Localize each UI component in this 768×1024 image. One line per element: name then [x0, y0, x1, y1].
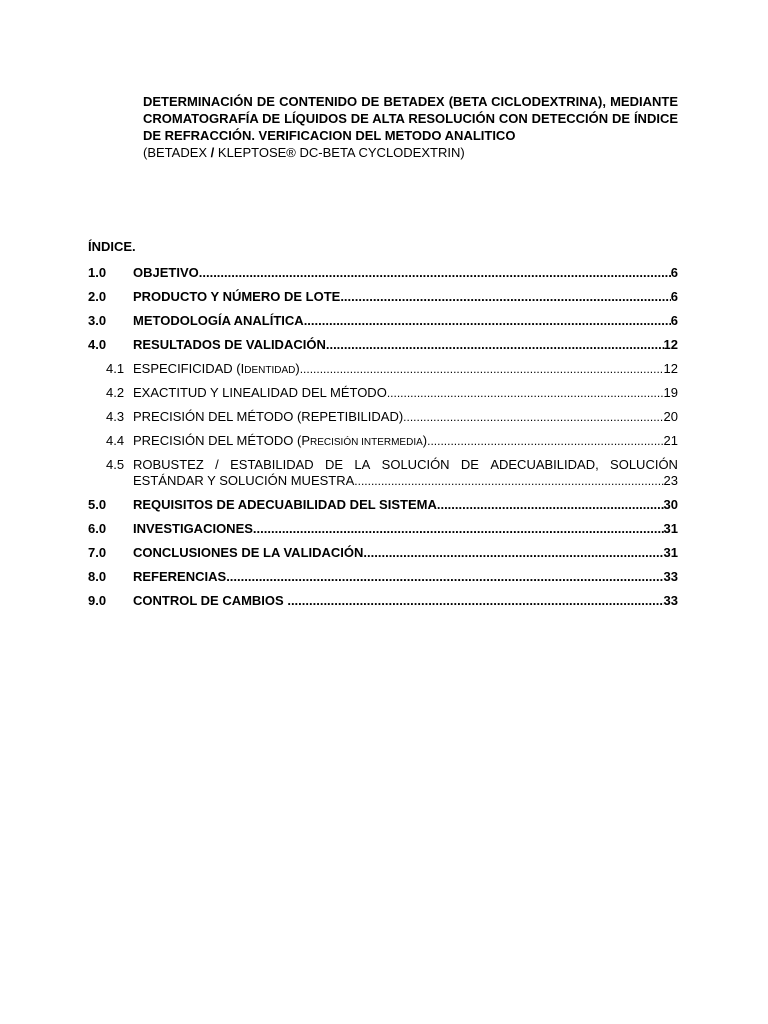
toc-number: 3.0 — [88, 313, 107, 328]
toc-leader-dots — [304, 312, 671, 329]
toc-title-word: DE — [325, 457, 344, 472]
table-of-contents — [88, 264, 678, 616]
toc-title: CONCLUSIONES DE LA VALIDACIÓN — [133, 545, 364, 560]
toc-title-smallcaps-rest: RECISIÓN INTERMEDIA — [309, 437, 423, 448]
toc-leader-dots — [403, 409, 663, 426]
toc-title: INVESTIGACIONES — [133, 521, 253, 536]
toc-leader-dots — [326, 336, 664, 353]
toc-entry-4-0[interactable] — [88, 336, 678, 360]
toc-entry-4-5[interactable] — [88, 456, 678, 496]
toc-title-smallcaps-rest: DENTIDAD — [244, 365, 296, 376]
toc-number: 7.0 — [88, 545, 107, 560]
toc-page-number: 12 — [663, 361, 678, 376]
toc-leader-dots — [300, 361, 664, 378]
toc-entry-5-0[interactable] — [88, 496, 678, 520]
toc-title-part: ESPECIFICIDAD ( — [133, 361, 241, 376]
toc-leader-dots — [199, 264, 671, 281]
toc-title-word: ESTABILIDAD — [230, 457, 314, 472]
toc-leader-dots — [287, 592, 663, 609]
subtitle-part-1: (BETADEX — [143, 145, 211, 160]
toc-title-word: LA — [354, 457, 371, 472]
toc-entry-9-0[interactable] — [88, 592, 678, 616]
toc-page-number: 30 — [663, 497, 678, 512]
document-title-block — [143, 93, 678, 161]
toc-number: 4.2 — [106, 385, 125, 400]
toc-page-number: 23 — [663, 473, 678, 488]
toc-entry-6-0[interactable] — [88, 520, 678, 544]
toc-entry-1-0[interactable] — [88, 264, 678, 288]
toc-title-word: ROBUSTEZ — [133, 457, 204, 472]
toc-entry-4-1[interactable] — [88, 360, 678, 384]
toc-number: 1.0 — [88, 265, 107, 280]
toc-number: 4.4 — [106, 433, 125, 448]
toc-title: EXACTITUD Y LINEALIDAD DEL MÉTODO — [133, 385, 387, 400]
toc-leader-dots — [226, 568, 663, 585]
toc-number: 5.0 — [88, 497, 107, 512]
toc-title-part: ) — [422, 433, 428, 448]
toc-title: PRECISIÓN DEL MÉTODO (REPETIBILIDAD) — [133, 409, 404, 424]
toc-number: 4.0 — [88, 337, 107, 352]
toc-entry-4-2[interactable] — [88, 384, 678, 408]
toc-title: METODOLOGÍA ANALÍTICA — [133, 313, 304, 328]
toc-title: RESULTADOS DE VALIDACIÓN — [133, 337, 326, 352]
toc-entry-7-0[interactable] — [88, 544, 678, 568]
toc-leader-dots — [340, 288, 670, 305]
toc-page-number: 21 — [663, 433, 678, 448]
toc-page-number: 31 — [663, 545, 678, 560]
toc-page-number: 6 — [670, 289, 678, 304]
document-title: DETERMINACIÓN DE CONTENIDO DE BETADEX (BETA CICLODEXTRINA), MEDIANTE CROMATOGRAFÍA DE LÍQUIDOS DE ALTA RESOLUCIÓN CON DETECCIÓN DE ÍNDICE DE REFRACCIÓN. VERIFICACION DEL METODO ANALITICO — [143, 94, 678, 143]
document-subtitle — [143, 144, 678, 161]
toc-title-word: ADECUABILIDAD, — [490, 457, 599, 472]
toc-page-number: 31 — [663, 521, 678, 536]
subtitle-part-2: KLEPTOSE® DC-BETA CYCLODEXTRIN) — [214, 145, 465, 160]
toc-entry-8-0[interactable] — [88, 568, 678, 592]
toc-leader-dots — [427, 433, 663, 450]
toc-number: 4.1 — [106, 361, 125, 376]
toc-entry-4-3[interactable] — [88, 408, 678, 432]
toc-number: 4.3 — [106, 409, 125, 424]
toc-title: REQUISITOS DE ADECUABILIDAD DEL SISTEMA — [133, 497, 437, 512]
toc-title-part: PRECISIÓN DEL MÉTODO ( — [133, 433, 302, 448]
toc-page-number: 6 — [670, 265, 678, 280]
toc-leader-dots — [363, 544, 663, 561]
toc-title-line-2: ESTÁNDAR Y SOLUCIÓN MUESTRA — [133, 473, 355, 488]
toc-title: OBJETIVO — [133, 265, 199, 280]
toc-title — [133, 432, 427, 451]
toc-title-word: DE — [460, 457, 479, 472]
toc-page-number: 6 — [670, 313, 678, 328]
toc-page-number: 33 — [663, 569, 678, 584]
toc-entry-2-0[interactable] — [88, 288, 678, 312]
toc-page-number: 12 — [663, 337, 678, 352]
toc-leader-dots — [354, 474, 663, 489]
toc-title — [133, 360, 300, 379]
toc-entry-3-0[interactable] — [88, 312, 678, 336]
toc-title: REFERENCIAS — [133, 569, 227, 584]
toc-title-smallcaps-initial: P — [301, 433, 310, 448]
toc-number: 8.0 — [88, 569, 107, 584]
toc-title-word: / — [215, 457, 219, 472]
toc-title-word: SOLUCIÓN — [381, 457, 450, 472]
toc-number: 4.5 — [106, 457, 125, 472]
toc-leader-dots — [253, 520, 664, 537]
subtitle-slash: / — [210, 145, 215, 160]
toc-number: 9.0 — [88, 593, 107, 608]
toc-leader-dots — [437, 496, 664, 513]
toc-title-part: ) — [295, 361, 300, 376]
toc-entry-4-4[interactable] — [88, 432, 678, 456]
toc-title-smallcaps-initial: I — [240, 361, 245, 376]
toc-title-line-1 — [133, 456, 678, 473]
toc-leader-dots — [387, 385, 664, 402]
toc-title-word: SOLUCIÓN — [610, 457, 678, 472]
toc-page-number: 20 — [663, 409, 678, 424]
toc-title: CONTROL DE CAMBIOS — [133, 593, 288, 608]
index-heading: ÍNDICE. — [88, 239, 136, 254]
toc-number: 6.0 — [88, 521, 107, 536]
toc-title: PRODUCTO Y NÚMERO DE LOTE — [133, 289, 341, 304]
toc-page-number: 33 — [663, 593, 678, 608]
toc-number: 2.0 — [88, 289, 107, 304]
toc-page-number: 19 — [663, 385, 678, 400]
